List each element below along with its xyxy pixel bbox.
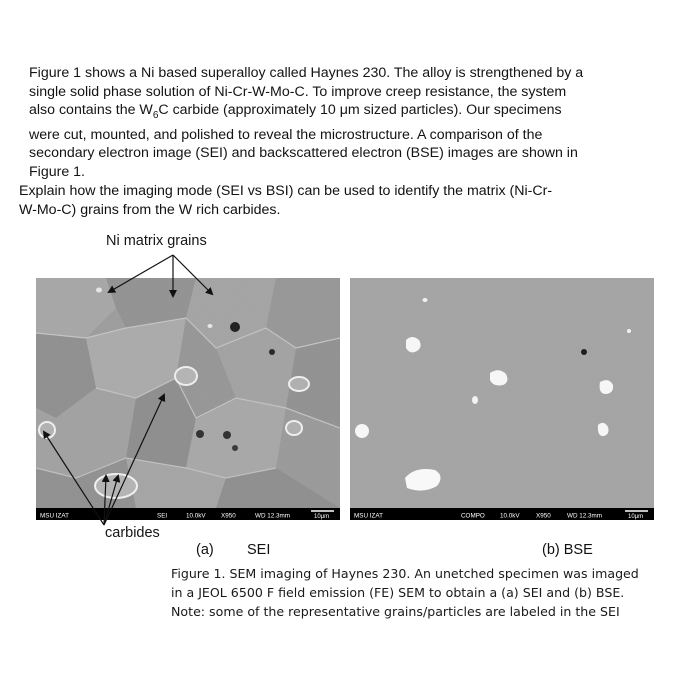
carbides-label: carbides [105,525,160,541]
panel-a-sei-label: SEI [247,542,271,558]
intro-line-1: Figure 1 shows a Ni based superalloy called Haynes 230. The alloy is strengthened by a [29,65,584,81]
intro-line-4: were cut, mounted, and polished to reveal the microstructure. A comparison of the [29,126,543,143]
sei-bar-left: MSU IZAT [40,512,69,520]
question-line-1: Explain how the imaging mode (SEI vs BSI) can be used to identify the matrix (Ni-Cr- [19,183,553,199]
sei-bar-wd: WD 12.3mm [255,512,290,520]
sei-bar-mode: SEI [157,512,168,520]
bse-bar-mode: COMPO [461,512,485,520]
sei-bar-kv: 10.0kV [186,512,206,520]
caption-line-1: Figure 1. SEM imaging of Haynes 230. An unetched specimen was imaged [171,566,639,581]
caption-line-2: in a JEOL 6500 F field emission (FE) SEM to obtain a (a) SEI and (b) BSE. [171,585,625,600]
intro-line-2: single solid phase solution of Ni-Cr-W-Mo-C. To improve creep resistance, the system [29,83,567,100]
sei-bar-scale: 10μm [314,514,330,520]
figure-caption [171,564,681,621]
bse-bar-scale: 10μm [628,514,644,520]
bse-bar-left: MSU IZAT [354,512,383,520]
ni-matrix-label: Ni matrix grains [106,233,207,249]
intro-line-3b: C carbide (approximately 10 μm sized particles). Our specimens [158,102,562,119]
caption-line-3: Note: some of the representative grains/particles are labeled in the SEI [171,604,620,619]
bse-bar-mag: X950 [536,512,551,520]
question-line-2: W-Mo-C) grains from the W rich carbides. [19,201,281,218]
bse-bar-kv: 10.0kV [500,512,520,520]
carbide-arrow-4 [104,395,164,525]
subscript-6: 6 [152,110,159,122]
panel-b-label: (b) BSE [542,542,593,558]
intro-line-3a: also contains the W [29,102,153,119]
panel-a-label: (a) [196,542,214,558]
carbide-arrow-1 [44,432,104,525]
intro-line-5: secondary electron image (SEI) and backscattered electron (BSE) images are shown in [29,145,578,162]
ni-arrow-right [173,255,212,294]
ni-arrow-left [109,255,173,292]
bse-bar-wd: WD 12.3mm [567,512,602,520]
sei-bar-mag: X950 [221,512,236,520]
intro-line-6: Figure 1. [29,163,85,180]
